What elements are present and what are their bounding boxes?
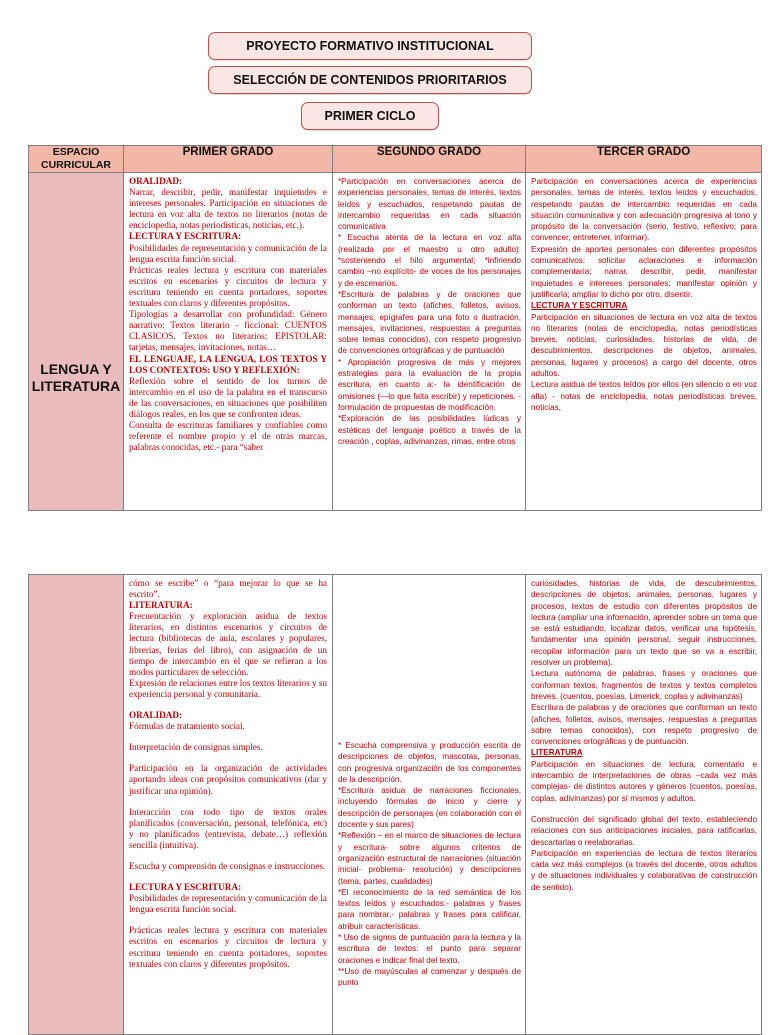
paragraph: Participación en conversaciones acerca de experiencias personales, temas de interés, textos leídos y escuchados, respetando pautas de intercambio requeridas en cada situación comunicativa y con adecuación progresiva al tono y propósito de la conversación (serio, festivo, reflexivo; para convencer, entretener, informar). xyxy=(531,177,757,243)
paragraph: Construcción del significado global del texto, estableciendo relaciones con sus anticipaciones iniciales, para ratificarlas, descartarlas o reelaborarlas. xyxy=(531,814,757,847)
paragraph: * Apropiación progresiva de más y mejores estrategias para la evaluación de la propia escritura, en cuanto a:- la identificación de omisiones (—lo que falta escribir) y repeticiones. - formulación de propuestas de modificación. xyxy=(338,357,521,412)
paragraph: Posibilidades de representación y comunicación de la lengua escrita función social. xyxy=(129,242,327,264)
paragraph: curiosidades, historias de vida, de descubrimientos, descripciones de objetos, animales, personas, lugares y procesos, textos de estudio con diferentes propósitos de lectura (ampliar una información, aprender sobre un tema que se está estudiando, localizar datos, verificar una hipótesis, fundamentar una opinión personal, seguir instrucciones, recopilar información para un texto que se va a escribir, resolver un problema). xyxy=(531,579,757,668)
paragraph: Prácticas reales lectura y escritura con materiales escritos en escenarios y circuitos de lectura y escritura teniendo en cuenta portadores, soportes textuales con claros y diferentes propósitos. xyxy=(129,264,327,309)
primer-grado-cell xyxy=(124,575,333,1035)
paragraph: **Uso de mayúsculas al comenzar y después de punto xyxy=(338,966,521,988)
tercer-grado-cell xyxy=(526,575,762,1035)
paragraph: Tipologías a desarrollar con profundidad: Género narrativo: Textos literario - ficcional: CUENTOS CLASICOS. Textos no literarios: EPISTOLAR: tarjetas, mensajes, invitaciones, notas… xyxy=(129,309,327,353)
primer-grado-cell xyxy=(124,173,333,511)
segundo-grado-cell xyxy=(333,173,526,511)
col-header-espacio: ESPACIO CURRICULAR xyxy=(29,146,124,173)
paragraph: Narrar, describir, pedir, manifestar inquietudes e intereses personales. Participación en situaciones de lectura en voz alta de textos no literarios (notas de enciclopedia, notas periodísticas, noticias, etc.). xyxy=(129,187,327,231)
section-heading: ORALIDAD: xyxy=(129,710,183,721)
paragraph: * Uso de signos de puntuación para la lectura y la escritura de textos: el punto para separar oraciones e indicar final del texto. xyxy=(338,933,521,965)
spacer xyxy=(531,804,757,814)
title-project: PROYECTO FORMATIVO INSTITUCIONAL xyxy=(208,32,532,60)
paragraph: *El reconocimiento de la red semántica de los textos leídos y escuchados:- palabras y frases para nombrar,- palabras y frases para calificar, atribuir características. xyxy=(338,887,521,931)
paragraph: Interpretación de consignas simples. xyxy=(129,742,263,753)
col-header-tercer: TERCER GRADO xyxy=(526,146,762,173)
segundo-grado-cell xyxy=(333,575,526,1035)
section-heading: LITERATURA xyxy=(531,748,583,758)
col-header-primer: PRIMER GRADO xyxy=(124,146,333,173)
section-heading: LECTURA Y ESCRITURA xyxy=(531,301,628,311)
section-heading: EL LENGUAJE, LA LENGUA, LOS TEXTOS Y LOS CONTEXTOS: USO Y REFLEXIÓN: xyxy=(129,353,327,375)
paragraph: Participación en situaciones de lectura en voz alta de textos no literarios (notas de enciclopedia, notas periodísticas breves, noticias, curiosidades, historias de vida, de descubrimientos, descripciones de objetos, animales, personas, lugares y procesos) a cargo del docente, otros adultos. xyxy=(531,312,757,379)
table-header-row xyxy=(29,146,762,173)
paragraph: Prácticas reales lectura y escritura con materiales escritos en escenarios y circuitos de lectura y escritura teniendo en cuenta portadores, soportes textuales con claros y diferentes propósitos. xyxy=(129,925,327,969)
paragraph: * Escucha comprensiva y producción escrita de descripciones de objetos, mascotas, personas, con progresiva organización de los componentes de la descripción. xyxy=(338,741,521,784)
paragraph: Lectura autónoma de palabras, frases y oraciones que conforman textos, fragmentos de textos y textos completos breves. (cuentos, poesías, Limerick, coplas y adivinanzas) xyxy=(531,669,757,701)
paragraph: Reflexión sobre el sentido de los turnos de intercambio en el uso de la palabra en el transcurso de las conversaciones, en situaciones que posibiliten diálogos reales, en los que se confronten ideas. xyxy=(129,375,327,419)
paragraph: cómo se escribe” o “para mejorar lo que se ha escrito”. xyxy=(129,578,327,600)
section-heading: ORALIDAD: xyxy=(129,176,183,186)
spacer xyxy=(129,700,327,710)
paragraph: *Escritura asidua de narraciones ficcionales, incluyendo fórmulas de inicio y cierre y descripción de personajes (en colaboración con el docente y sus pares) xyxy=(338,786,521,830)
paragraph: Fórmulas de tratamiento social. xyxy=(129,721,245,732)
paragraph: *Participación en conversaciones acerca de experiencias personales, temas de interés, textos leídos y escuchados, respetando pautas de intercambio requeridas en cada situación comunicativa xyxy=(338,177,521,232)
paragraph: Interacción con todo tipo de textos orales planificados (conversación, personal, telefónica, etc) y no planificados (entrevista, debate…) reflexión sencilla (intuitiva). xyxy=(129,806,327,850)
col-header-segundo: SEGUNDO GRADO xyxy=(333,146,526,173)
paragraph: Expresión de relaciones entre los textos literarios y su experiencia personal y comunitaria. xyxy=(129,677,327,699)
title-selection: SELECCIÓN DE CONTENIDOS PRIORITARIOS xyxy=(208,66,532,94)
content-table-page1 xyxy=(28,145,762,511)
paragraph: *Reflexión – en el marco de situaciones de lectura y escritura- sobre algunos criterios de organización estructural de narraciones (situación inicial- problema- resolución) y descripciones (tema, partes, cualidades) xyxy=(338,831,521,886)
title-cycle: PRIMER CICLO xyxy=(301,102,439,130)
table-row xyxy=(29,575,762,1035)
paragraph: Escucha y comprensión de consignas e instrucciones. xyxy=(129,860,326,871)
section-heading: LECTURA Y ESCRITURA: xyxy=(129,231,242,242)
paragraph: Participación en situaciones de lectura, comentario e intercambio de interpretaciones de obras –cada vez más complejas- de distintos autores y géneros (cuentos, poesías, coplas, adivinanzas) por sí mismos y adultos. xyxy=(531,759,757,803)
paragraph: *Exploración de las posibilidades lúdicas y estéticas del lenguaje poético a través de la creación , coplas, adivinanzas, rimas, entre otros xyxy=(338,414,521,446)
paragraph: Expresión de aportes personales con diferentes propósitos comunicativos: solicitar aclaraciones e información complementaria; narrar, describir, pedir, manifestar inquietudes e intereses personales; manifestar opinión y justificarla; ampliar lo dicho por otro, disentir. xyxy=(531,244,757,299)
area-cell xyxy=(29,575,124,1035)
area-cell xyxy=(29,173,124,511)
section-heading: LECTURA Y ESCRITURA: xyxy=(129,882,242,893)
table-row xyxy=(29,173,762,511)
spacer xyxy=(129,753,327,763)
paragraph: Lectura asidua de textos leídos por ellos (en silencio o en voz alta) - notas de enciclopedia, notas periodísticas breves, noticias, xyxy=(531,380,757,412)
spacer xyxy=(129,851,327,861)
spacer xyxy=(129,797,327,807)
spacer xyxy=(129,915,327,925)
paragraph: Consulta de escrituras familiares y confiables como referente el nombre propio y el de otras marcas, palabras conocidas, etc.- para “saber xyxy=(129,420,327,453)
paragraph: *Escritura de palabras y de oraciones que conforman un texto (afiches, folletos, avisos, mensajes, epígrafes para una foto o ilustración, mensajes, invitaciones, respuestas a preguntas sobre temas conocidos), con respeto progresivo de convenciones ortográficas y de puntuación xyxy=(338,289,521,356)
paragraph: Posibilidades de representación y comunicación de la lengua escrita función social. xyxy=(129,893,327,915)
spacer xyxy=(129,732,327,742)
area-label: LENGUA Y LITERATURA xyxy=(31,361,121,394)
paragraph: * Escucha atenta de la lectura en voz alta (realizada por el maestro u otro adulto): *sosteniendo el hilo argumental; *infiriendo cambio –no explícito- de voces de los personajes y de escenarios. xyxy=(338,233,521,288)
content-table-page2 xyxy=(28,574,762,1035)
section-heading: LITERATURA: xyxy=(129,600,193,611)
paragraph: Participación en experiencias de lectura de textos literarios cada vez más complejos (a través del docente, otros adultos y de situaciones individuales y colaborativas de construcción de sentido). xyxy=(531,848,757,892)
spacer xyxy=(129,872,327,882)
paragraph: Frecuentación y exploración asidua de textos literarios, en distintos escenarios y circuitos de lectura (bibliotecas de aula, escolares y populares, librerías, ferias del libro), con asignación de un tiempo de intercambio en el que se refieran a los modos particulares de selección. xyxy=(129,611,327,677)
tercer-grado-cell xyxy=(526,173,762,511)
paragraph: Participación en la organización de actividades aportando ideas con propósitos comunicativos (dar y justificar una opinión). xyxy=(129,763,327,796)
paragraph: Escritura de palabras y de oraciones que conforman un texto (afiches, folletos, avisos, mensajes, respuestas a preguntas sobre temas conocidos), con respeto progresivo de convenciones ortográficas y de puntuación. xyxy=(531,703,757,747)
